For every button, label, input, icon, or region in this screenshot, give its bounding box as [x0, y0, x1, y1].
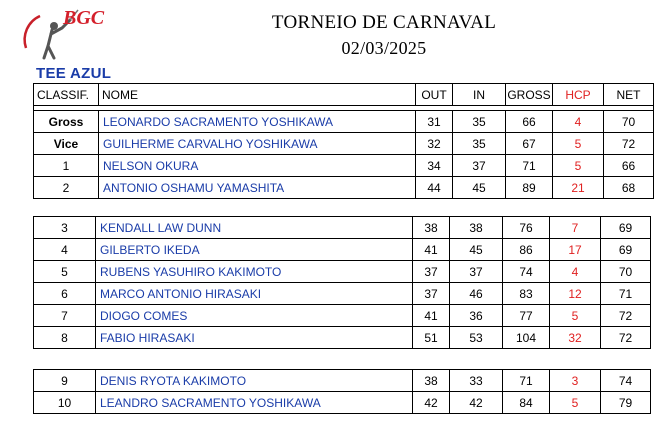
cell-net: 70 [601, 261, 651, 283]
cell-out: 37 [413, 283, 450, 305]
table-row [34, 133, 654, 155]
cell-gross: 104 [503, 327, 550, 349]
cell-hcp: 21 [553, 177, 604, 199]
col-header-gross: GROSS [506, 84, 553, 106]
cell-nome: GUILHERME CARVALHO YOSHIKAWA [99, 133, 416, 155]
results-table-group2 [33, 216, 651, 349]
cell-net: 72 [604, 133, 654, 155]
cell-net: 71 [601, 283, 651, 305]
cell-classif: 7 [34, 305, 96, 327]
cell-net: 70 [604, 111, 654, 133]
cell-in: 38 [450, 217, 503, 239]
cell-gross: 67 [506, 133, 553, 155]
cell-in: 45 [450, 239, 503, 261]
event-date: 02/03/2025 [341, 38, 427, 58]
cell-hcp: 5 [553, 155, 604, 177]
cell-out: 41 [413, 305, 450, 327]
cell-nome: DIOGO COMES [96, 305, 413, 327]
cell-in: 45 [453, 177, 506, 199]
cell-out: 31 [416, 111, 453, 133]
col-header-in: IN [453, 84, 506, 106]
cell-out: 51 [413, 327, 450, 349]
cell-in: 37 [450, 261, 503, 283]
cell-hcp: 5 [550, 392, 601, 414]
cell-classif: 10 [34, 392, 96, 414]
cell-in: 35 [453, 111, 506, 133]
cell-out: 38 [413, 370, 450, 392]
cell-out: 44 [416, 177, 453, 199]
cell-net: 69 [601, 239, 651, 261]
cell-net: 72 [601, 305, 651, 327]
cell-gross: 77 [503, 305, 550, 327]
cell-nome: FABIO HIRASAKI [96, 327, 413, 349]
col-header-hcp: HCP [553, 84, 604, 106]
cell-hcp: 4 [553, 111, 604, 133]
cell-gross: 86 [503, 239, 550, 261]
page-title: TORNEIO DE CARNAVAL [271, 12, 497, 33]
cell-gross: 74 [503, 261, 550, 283]
cell-hcp: 4 [550, 261, 601, 283]
logo-text: BGC [63, 7, 105, 29]
cell-nome: LEONARDO SACRAMENTO YOSHIKAWA [99, 111, 416, 133]
cell-net: 79 [601, 392, 651, 414]
cell-classif: 2 [34, 177, 99, 199]
table-row [34, 111, 654, 133]
cell-classif: 9 [34, 370, 96, 392]
cell-in: 36 [450, 305, 503, 327]
cell-gross: 84 [503, 392, 550, 414]
cell-classif: Gross [34, 111, 99, 133]
cell-in: 33 [450, 370, 503, 392]
cell-net: 68 [604, 177, 654, 199]
cell-in: 46 [450, 283, 503, 305]
cell-out: 32 [416, 133, 453, 155]
cell-nome: ANTONIO OSHAMU YAMASHITA [99, 177, 416, 199]
table-row [34, 155, 654, 177]
cell-hcp: 32 [550, 327, 601, 349]
table-row [34, 239, 651, 261]
cell-gross: 66 [506, 111, 553, 133]
cell-out: 41 [413, 239, 450, 261]
table-row [34, 217, 651, 239]
cell-nome: KENDALL LAW DUNN [96, 217, 413, 239]
cell-classif: 4 [34, 239, 96, 261]
cell-nome: GILBERTO IKEDA [96, 239, 413, 261]
cell-out: 37 [413, 261, 450, 283]
col-header-net: NET [604, 84, 654, 106]
cell-nome: RUBENS YASUHIRO KAKIMOTO [96, 261, 413, 283]
cell-out: 38 [413, 217, 450, 239]
table-row [34, 305, 651, 327]
cell-classif: 8 [34, 327, 96, 349]
cell-classif: 3 [34, 217, 96, 239]
cell-nome: DENIS RYOTA KAKIMOTO [96, 370, 413, 392]
cell-hcp: 3 [550, 370, 601, 392]
table-row [34, 283, 651, 305]
results-table-group3 [33, 369, 651, 414]
cell-in: 53 [450, 327, 503, 349]
col-header-nome: NOME [99, 84, 416, 106]
table-row [34, 261, 651, 283]
col-header-classif: CLASSIF. [34, 84, 99, 106]
cell-classif: Vice [34, 133, 99, 155]
cell-hcp: 12 [550, 283, 601, 305]
table-row [34, 370, 651, 392]
cell-net: 69 [601, 217, 651, 239]
cell-nome: MARCO ANTONIO HIRASAKI [96, 283, 413, 305]
cell-out: 42 [413, 392, 450, 414]
cell-hcp: 17 [550, 239, 601, 261]
cell-classif: 6 [34, 283, 96, 305]
cell-hcp: 5 [553, 133, 604, 155]
table-row [34, 177, 654, 199]
section-label: TEE AZUL [36, 65, 112, 82]
cell-out: 34 [416, 155, 453, 177]
cell-hcp: 7 [550, 217, 601, 239]
cell-nome: LEANDRO SACRAMENTO YOSHIKAWA [96, 392, 413, 414]
cell-classif: 5 [34, 261, 96, 283]
cell-gross: 71 [503, 370, 550, 392]
cell-net: 66 [604, 155, 654, 177]
cell-in: 35 [453, 133, 506, 155]
table-row [34, 327, 651, 349]
table-row [34, 392, 651, 414]
cell-net: 72 [601, 327, 651, 349]
cell-gross: 89 [506, 177, 553, 199]
cell-in: 42 [450, 392, 503, 414]
cell-net: 74 [601, 370, 651, 392]
col-header-out: OUT [416, 84, 453, 106]
cell-gross: 76 [503, 217, 550, 239]
results-table-group1 [33, 83, 654, 199]
cell-gross: 71 [506, 155, 553, 177]
cell-nome: NELSON OKURA [99, 155, 416, 177]
cell-in: 37 [453, 155, 506, 177]
cell-gross: 83 [503, 283, 550, 305]
table-header-row [34, 84, 654, 106]
cell-classif: 1 [34, 155, 99, 177]
cell-hcp: 5 [550, 305, 601, 327]
